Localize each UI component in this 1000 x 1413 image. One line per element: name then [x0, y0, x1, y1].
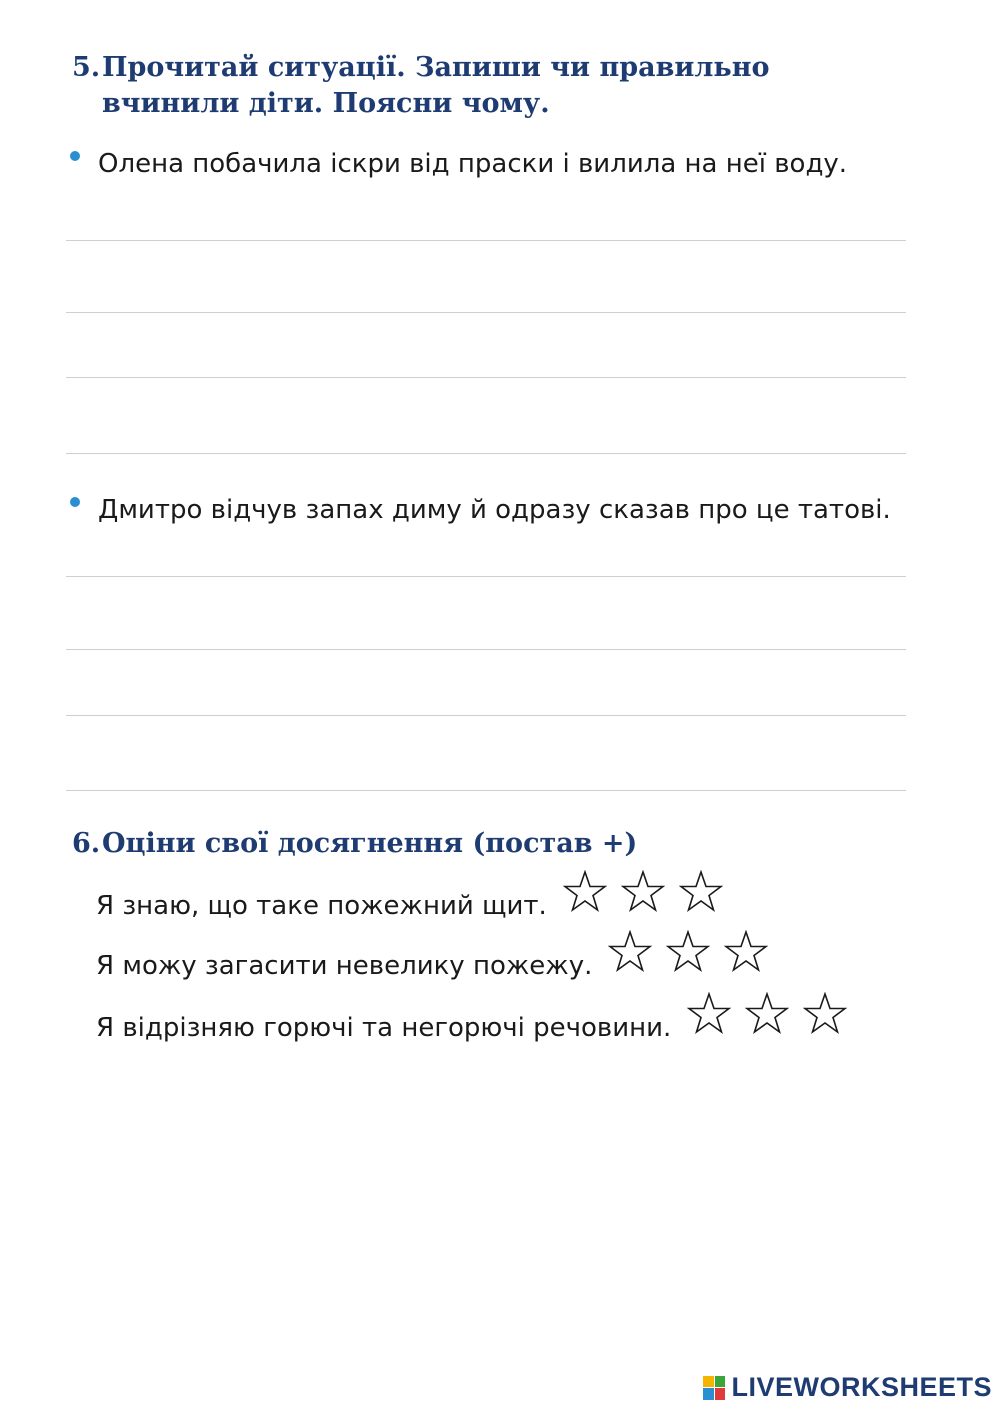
star-icon[interactable]	[563, 870, 607, 914]
task5-number: 5.	[72, 52, 101, 83]
rating-row-1	[96, 888, 723, 924]
task5-title-line1: Прочитай ситуації. Запиши чи правильно	[102, 52, 770, 83]
situation-1-text: Олена побачила іскри від праски і вилила на неї воду.	[98, 149, 848, 179]
situation-2	[70, 492, 891, 528]
star-group	[563, 870, 723, 914]
star-icon[interactable]	[666, 930, 710, 974]
bullet-icon	[70, 151, 80, 161]
rating-row-2	[96, 948, 768, 984]
answer-line[interactable]	[66, 240, 906, 241]
answer-line[interactable]	[66, 453, 906, 454]
star-icon[interactable]	[687, 992, 731, 1036]
star-icon[interactable]	[724, 930, 768, 974]
liveworksheets-watermark	[703, 1372, 992, 1403]
star-group	[608, 930, 768, 974]
situation-1	[70, 146, 847, 182]
task6-title-text: Оціни свої досягнення (постав +)	[102, 828, 638, 859]
star-icon[interactable]	[679, 870, 723, 914]
answer-line[interactable]	[66, 649, 906, 650]
star-icon[interactable]	[621, 870, 665, 914]
watermark-text: LIVEWORKSHEETS	[731, 1372, 992, 1402]
star-icon[interactable]	[803, 992, 847, 1036]
bullet-icon	[70, 497, 80, 507]
rating-statement: Я можу загасити невелику пожежу.	[96, 951, 593, 981]
rating-statement: Я знаю, що таке пожежний щит.	[96, 891, 547, 921]
situation-2-text: Дмитро відчув запах диму й одразу сказав про це татові.	[98, 495, 891, 525]
task6-number: 6.	[72, 828, 101, 859]
rating-statement: Я відрізняю горючі та негорючі речовини.	[96, 1013, 672, 1043]
star-icon[interactable]	[608, 930, 652, 974]
star-icon[interactable]	[745, 992, 789, 1036]
task5-title-line2: вчинили діти. Поясни чому.	[102, 88, 550, 119]
task5-title	[72, 50, 770, 122]
star-group	[687, 992, 847, 1036]
answer-line[interactable]	[66, 790, 906, 791]
answer-line[interactable]	[66, 715, 906, 716]
task6-title	[72, 826, 637, 862]
answer-line[interactable]	[66, 312, 906, 313]
answer-line[interactable]	[66, 377, 906, 378]
answer-line[interactable]	[66, 576, 906, 577]
rating-row-3	[96, 1010, 847, 1046]
liveworksheets-logo-icon	[703, 1376, 725, 1400]
